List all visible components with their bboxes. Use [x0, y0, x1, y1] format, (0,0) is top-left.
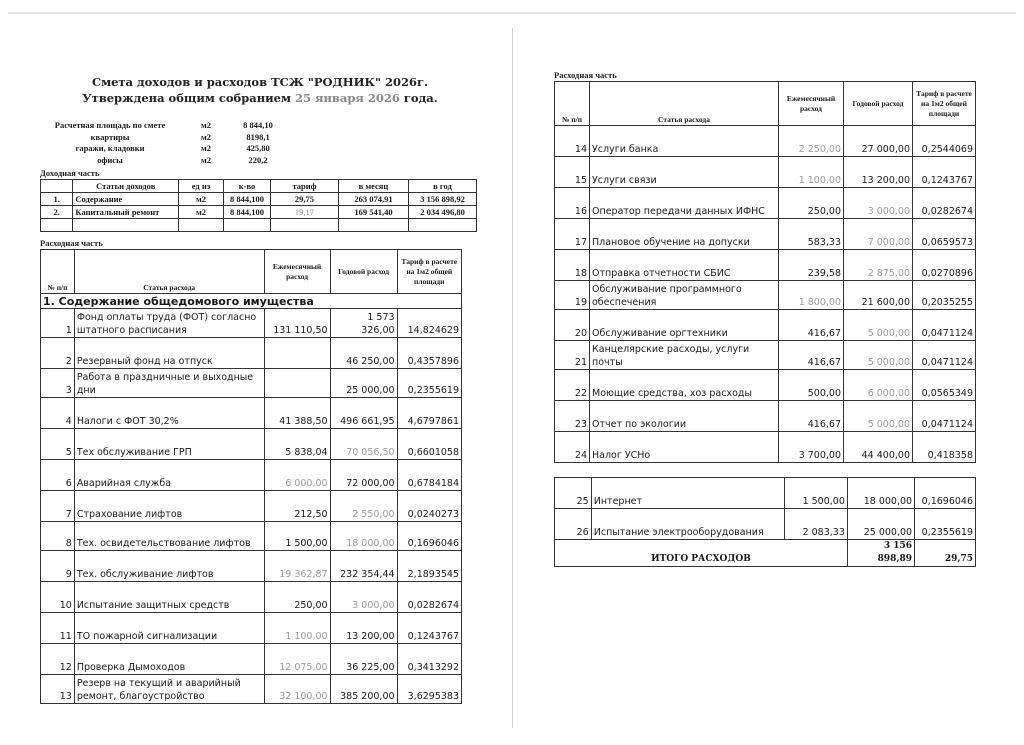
tariff-per-m2: 0,0471124: [913, 401, 976, 432]
tariff-per-m2: 0,0471124: [913, 341, 976, 370]
expense-row: [555, 478, 976, 509]
expense-item-name: Оператор передачи данных ИФНС: [590, 188, 779, 219]
monthly-amount: 2 250,00: [779, 126, 844, 157]
expense-row: [555, 401, 976, 432]
annual-amount: 3 000,00: [844, 188, 913, 219]
row-number: 22: [555, 370, 590, 401]
tariff-per-m2: 0,0282674: [397, 582, 461, 613]
expense-item-name: Резервный фонд на отпуск: [74, 338, 264, 369]
total-row: [555, 540, 976, 567]
page-divider: [512, 28, 513, 728]
annual-amount: 496 661,95: [330, 398, 397, 429]
expense-rows-right-2: [555, 478, 976, 540]
annual-amount: 25 000,00: [330, 369, 397, 398]
annual-amount: 70 056,50: [330, 429, 397, 460]
expense-item-name: Налоги с ФОТ 30,2%: [74, 398, 264, 429]
annual-amount: 5 000,00: [844, 310, 913, 341]
monthly-amount: 250,00: [264, 582, 330, 613]
expense-item-name: Работа в праздничные и выходные дни: [74, 369, 264, 398]
area-row: квартиры м2 8198,1: [90, 131, 270, 142]
expense-section-label: Расходная часть: [40, 238, 103, 248]
row-number: 21: [555, 341, 590, 370]
monthly-amount: 41 388,50: [264, 398, 330, 429]
monthly-amount: 131 110,50: [264, 309, 330, 338]
tariff-per-m2: 0,1243767: [913, 157, 976, 188]
left-page: [40, 74, 480, 704]
tariff-per-m2: 0,0270896: [913, 250, 976, 281]
row-number: 11: [41, 613, 75, 644]
tariff-per-m2: 0,1696046: [397, 522, 461, 551]
row-number: 20: [555, 310, 590, 341]
expense-section-label: Расходная часть: [554, 70, 617, 80]
tariff-per-m2: 0,3413292: [397, 644, 461, 675]
expense-row: [41, 522, 462, 551]
monthly-amount: 2 083,33: [784, 509, 847, 540]
expense-header-row: № п/п Статья расхода Ежемесячный расход Годовой расход Тариф в расчете на 1м2 общей площади: [41, 250, 462, 294]
monthly-amount: 416,67: [779, 341, 844, 370]
row-number: 19: [555, 281, 590, 310]
tariff-per-m2: 0,2355619: [915, 509, 976, 540]
annual-amount: 5 000,00: [844, 401, 913, 432]
tariff-per-m2: 0,1696046: [915, 478, 976, 509]
monthly-amount: 416,67: [779, 401, 844, 432]
expense-item-name: ТО пожарной сигнализации: [74, 613, 264, 644]
annual-amount: 232 354,44: [330, 551, 397, 582]
monthly-amount: 583,33: [779, 219, 844, 250]
expense-row: [555, 310, 976, 341]
tariff-per-m2: 0,0565349: [913, 370, 976, 401]
area-row: Расчетная площадь по смете м2 8 844,10: [54, 120, 273, 130]
row-number: 17: [555, 219, 590, 250]
row-number: 18: [555, 250, 590, 281]
expense-item-name: Тех. обслуживание лифтов: [74, 551, 264, 582]
monthly-amount: 416,67: [779, 310, 844, 341]
row-number: 6: [41, 460, 75, 491]
tariff-per-m2: 0,0471124: [913, 310, 976, 341]
expense-row: [555, 219, 976, 250]
monthly-amount: 1 100,00: [264, 613, 330, 644]
expense-header-row: № п/п Статья расхода Ежемесячный расход Годовой расход Тариф в расчете на 1м2 общей площади: [555, 82, 976, 126]
annual-amount: 18 000,00: [847, 478, 914, 509]
tariff-per-m2: 0,2355619: [397, 369, 461, 398]
expense-rows-right: [555, 126, 976, 463]
row-number: 14: [555, 126, 590, 157]
tariff-per-m2: 0,6784184: [397, 460, 461, 491]
row-number: 26: [555, 509, 592, 540]
total-label: ИТОГО РАСХОДОВ: [555, 540, 848, 567]
tariff-per-m2: 14,824629: [397, 309, 461, 338]
expense-item-name: Тех обслуживание ГРП: [74, 429, 264, 460]
approval-date: 25 января 2026: [294, 91, 400, 105]
tariff-per-m2: 4,6797861: [397, 398, 461, 429]
tariff-per-m2: 0,0282674: [913, 188, 976, 219]
expense-row: [41, 398, 462, 429]
expense-row: [555, 509, 976, 540]
expense-item-name: Страхование лифтов: [74, 491, 264, 522]
right-page: [554, 68, 974, 567]
annual-amount: 44 400,00: [844, 432, 913, 463]
annual-amount: 5 000,00: [844, 341, 913, 370]
tariff-per-m2: 0,2544069: [913, 126, 976, 157]
expense-item-name: Испытание электрооборудования: [591, 509, 784, 540]
annual-amount: 6 000,00: [844, 370, 913, 401]
row-number: 12: [41, 644, 75, 675]
total-tariff: 29,75: [915, 540, 976, 567]
row-number: 3: [41, 369, 75, 398]
row-number: 10: [41, 582, 75, 613]
expense-row: [555, 341, 976, 370]
expense-item-name: Обслуживание оргтехники: [590, 310, 779, 341]
expense-item-name: Тех. освидетельствование лифтов: [74, 522, 264, 551]
row-number: 5: [41, 429, 75, 460]
annual-amount: 2 875,00: [844, 250, 913, 281]
row-number: 8: [41, 522, 75, 551]
row-number: 9: [41, 551, 75, 582]
monthly-amount: 5 838,04: [264, 429, 330, 460]
row-number: 4: [41, 398, 75, 429]
income-row: 2. Капитальный ремонт м2 8 844,100 19,17 169 541,40 2 034 496,80: [41, 206, 477, 219]
expense-row: [555, 126, 976, 157]
monthly-amount: 500,00: [779, 370, 844, 401]
expense-row: [41, 491, 462, 522]
row-number: 23: [555, 401, 590, 432]
tariff-per-m2: 3,6295383: [397, 675, 461, 704]
expense-item-name: Испытание защитных средств: [74, 582, 264, 613]
group-title-row: 1. Содержание общедомового имущества: [41, 294, 462, 309]
tariff-per-m2: 0,0659573: [913, 219, 976, 250]
annual-amount: 385 200,00: [330, 675, 397, 704]
expense-row: [41, 460, 462, 491]
expense-rows-left: [41, 309, 462, 704]
expense-item-name: Интернет: [591, 478, 784, 509]
monthly-amount: 19 362,87: [264, 551, 330, 582]
expense-item-name: Плановое обучение на допуски: [590, 219, 779, 250]
expense-item-name: Услуги связи: [590, 157, 779, 188]
tariff-per-m2: 0,2035255: [913, 281, 976, 310]
expense-item-name: Резерв на текущий и аварийный ремонт, благоустройство: [74, 675, 264, 704]
income-empty-row: [41, 219, 477, 232]
expense-item-name: Отчет по экологии: [590, 401, 779, 432]
annual-amount: 27 000,00: [844, 126, 913, 157]
annual-amount: 18 000,00: [330, 522, 397, 551]
expense-table-left: [40, 249, 462, 704]
expense-row: [41, 675, 462, 704]
income-row: 1. Содержание м2 8 844,100 29,75 263 074,91 3 156 898,92: [41, 193, 477, 206]
annual-amount: 36 225,00: [330, 644, 397, 675]
annual-amount: 1 573 326,00: [330, 309, 397, 338]
tariff-per-m2: 0,418358: [913, 432, 976, 463]
expense-row: [41, 551, 462, 582]
monthly-amount: 239,58: [779, 250, 844, 281]
tariff-per-m2: 0,6601058: [397, 429, 461, 460]
expense-item-name: Проверка Дымоходов: [74, 644, 264, 675]
expense-table-right-2: [554, 477, 976, 567]
annual-amount: 72 000,00: [330, 460, 397, 491]
annual-amount: 13 200,00: [330, 613, 397, 644]
row-number: 1: [41, 309, 75, 338]
expense-table-right: [554, 81, 976, 463]
row-number: 2: [41, 338, 75, 369]
monthly-amount: 1 500,00: [784, 478, 847, 509]
monthly-amount: 1 100,00: [779, 157, 844, 188]
monthly-amount: [264, 338, 330, 369]
annual-amount: 25 000,00: [847, 509, 914, 540]
expense-row: [555, 370, 976, 401]
title-line-1: Смета доходов и расходов ТСЖ "РОДНИК" 2026г.: [91, 75, 429, 89]
area-row: гаражи, кладовки м2 425,80: [75, 143, 270, 153]
annual-amount: 7 000,00: [844, 219, 913, 250]
expense-item-name: Фонд оплаты труда (ФОТ) согласно штатного расписания: [74, 309, 264, 338]
expense-row: [41, 309, 462, 338]
monthly-amount: 212,50: [264, 491, 330, 522]
row-number: 15: [555, 157, 590, 188]
expense-item-name: Налог УСНо: [590, 432, 779, 463]
monthly-amount: 3 700,00: [779, 432, 844, 463]
expense-row: [555, 188, 976, 219]
annual-amount: 3 000,00: [330, 582, 397, 613]
area-summary: [40, 120, 480, 166]
monthly-amount: 1 500,00: [264, 522, 330, 551]
document-title: [40, 74, 480, 106]
row-number: 24: [555, 432, 590, 463]
tariff-per-m2: 0,0240273: [397, 491, 461, 522]
row-number: 16: [555, 188, 590, 219]
expense-item-name: Аварийная служба: [74, 460, 264, 491]
total-annual: 3 156 898,89: [847, 540, 914, 567]
income-section-label: Доходная часть: [40, 168, 100, 178]
monthly-amount: 1 800,00: [779, 281, 844, 310]
income-header-row: Статьи доходов ед из к-во тариф в месяц в год: [41, 180, 477, 193]
tariff-per-m2: 0,1243767: [397, 613, 461, 644]
expense-row: [555, 281, 976, 310]
row-number: 13: [41, 675, 75, 704]
annual-amount: 2 550,00: [330, 491, 397, 522]
monthly-amount: 250,00: [779, 188, 844, 219]
row-number: 7: [41, 491, 75, 522]
expense-row: [555, 157, 976, 188]
expense-row: [555, 432, 976, 463]
expense-item-name: Моющие средства, хоз расходы: [590, 370, 779, 401]
tariff-per-m2: 0,4357896: [397, 338, 461, 369]
monthly-amount: 32 100,00: [264, 675, 330, 704]
scan-edge: [8, 12, 1016, 14]
expense-row: [41, 644, 462, 675]
expense-item-name: Услуги банка: [590, 126, 779, 157]
income-table: [40, 179, 477, 232]
monthly-amount: 6 000,00: [264, 460, 330, 491]
expense-row: [41, 338, 462, 369]
annual-amount: 46 250,00: [330, 338, 397, 369]
expense-item-name: Отправка отчетности СБИС: [590, 250, 779, 281]
expense-row: [41, 582, 462, 613]
expense-row: [555, 250, 976, 281]
expense-row: [41, 369, 462, 398]
expense-row: [41, 613, 462, 644]
expense-item-name: Обслуживание программного обеспечения: [590, 281, 779, 310]
tariff-per-m2: 2,1893545: [397, 551, 461, 582]
monthly-amount: [264, 369, 330, 398]
area-row: офисы м2 220,2: [97, 154, 268, 165]
monthly-amount: 12 075,00: [264, 644, 330, 675]
annual-amount: 13 200,00: [844, 157, 913, 188]
expense-item-name: Канцелярские расходы, услуги почты: [590, 341, 779, 370]
row-number: 25: [555, 478, 592, 509]
title-line-2: Утверждена общим собранием 25 января 2026 года.: [82, 91, 438, 105]
expense-row: [41, 429, 462, 460]
annual-amount: 21 600,00: [844, 281, 913, 310]
